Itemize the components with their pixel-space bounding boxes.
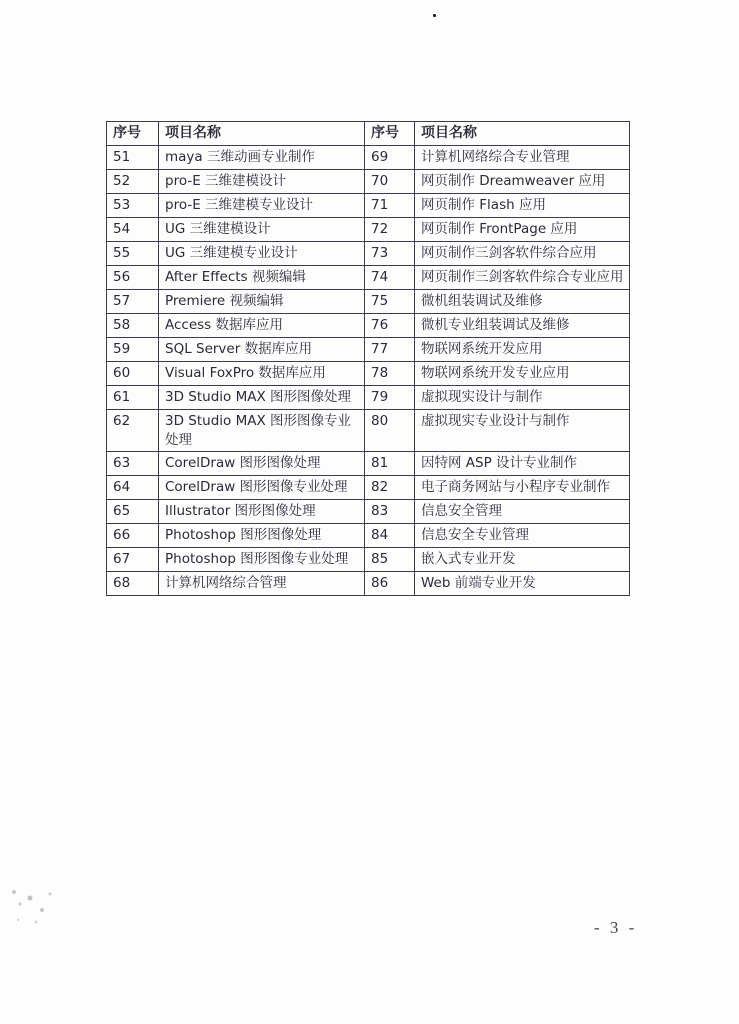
cell-number: 60 (107, 362, 159, 386)
cell-project: 网页制作 FrontPage 应用 (415, 218, 630, 242)
table-row (107, 476, 630, 500)
cell-number: 71 (365, 194, 415, 218)
cell-number: 61 (107, 386, 159, 410)
table-row (107, 242, 630, 266)
table-row (107, 338, 630, 362)
cell-project: 3D Studio MAX 图形图像处理 (159, 386, 365, 410)
cell-project: 物联网系统开发专业应用 (415, 362, 630, 386)
cell-number: 73 (365, 242, 415, 266)
cell-project: 因特网 ASP 设计专业制作 (415, 452, 630, 476)
cell-project: 虚拟现实专业设计与制作 (415, 410, 630, 452)
table-header-row (107, 122, 630, 146)
cell-number: 79 (365, 386, 415, 410)
cell-number: 76 (365, 314, 415, 338)
cell-number: 55 (107, 242, 159, 266)
table-row (107, 194, 630, 218)
table-row (107, 452, 630, 476)
cell-number: 65 (107, 500, 159, 524)
table-row (107, 266, 630, 290)
cell-project: 网页制作三剑客软件综合应用 (415, 242, 630, 266)
table-row (107, 218, 630, 242)
cell-number: 64 (107, 476, 159, 500)
cell-project: Photoshop 图形图像处理 (159, 524, 365, 548)
cell-project: Photoshop 图形图像专业处理 (159, 548, 365, 572)
cell-project: Access 数据库应用 (159, 314, 365, 338)
header-number-right: 序号 (365, 122, 415, 146)
cell-project: UG 三维建模设计 (159, 218, 365, 242)
cell-project: Web 前端专业开发 (415, 572, 630, 596)
cell-project: CorelDraw 图形图像处理 (159, 452, 365, 476)
cell-number: 81 (365, 452, 415, 476)
cell-number: 62 (107, 410, 159, 452)
cell-project: UG 三维建模专业设计 (159, 242, 365, 266)
cell-project: Illustrator 图形图像处理 (159, 500, 365, 524)
cell-number: 86 (365, 572, 415, 596)
cell-number: 68 (107, 572, 159, 596)
cell-number: 82 (365, 476, 415, 500)
cell-project: 网页制作三剑客软件综合专业应用 (415, 266, 630, 290)
cell-project: pro-E 三维建模设计 (159, 170, 365, 194)
cell-project: 3D Studio MAX 图形图像专业处理 (159, 410, 365, 452)
cell-number: 83 (365, 500, 415, 524)
page-number: - 3 - (594, 918, 638, 937)
table-row (107, 290, 630, 314)
table-row (107, 572, 630, 596)
cell-project: SQL Server 数据库应用 (159, 338, 365, 362)
cell-number: 84 (365, 524, 415, 548)
table-row (107, 548, 630, 572)
table-row (107, 362, 630, 386)
cell-project: 计算机网络综合专业管理 (415, 146, 630, 170)
cell-project: pro-E 三维建模专业设计 (159, 194, 365, 218)
table-row (107, 500, 630, 524)
cell-number: 54 (107, 218, 159, 242)
cell-project: 微机专业组装调试及维修 (415, 314, 630, 338)
cell-project: 嵌入式专业开发 (415, 548, 630, 572)
cell-project: 信息安全专业管理 (415, 524, 630, 548)
cell-project: 微机组装调试及维修 (415, 290, 630, 314)
table-row (107, 314, 630, 338)
table-row (107, 170, 630, 194)
cell-project: 计算机网络综合管理 (159, 572, 365, 596)
table-row (107, 146, 630, 170)
cell-project: CorelDraw 图形图像专业处理 (159, 476, 365, 500)
table-row (107, 524, 630, 548)
cell-project: 虚拟现实设计与制作 (415, 386, 630, 410)
cell-number: 69 (365, 146, 415, 170)
cell-number: 59 (107, 338, 159, 362)
header-number-left: 序号 (107, 122, 159, 146)
scan-smudge (6, 882, 58, 930)
cell-number: 53 (107, 194, 159, 218)
cell-project: After Effects 视频编辑 (159, 266, 365, 290)
cell-number: 85 (365, 548, 415, 572)
cell-number: 58 (107, 314, 159, 338)
cell-project: 物联网系统开发应用 (415, 338, 630, 362)
cell-number: 70 (365, 170, 415, 194)
cell-number: 57 (107, 290, 159, 314)
table-row (107, 386, 630, 410)
cell-project: 信息安全管理 (415, 500, 630, 524)
cell-project: 网页制作 Flash 应用 (415, 194, 630, 218)
cell-project: Visual FoxPro 数据库应用 (159, 362, 365, 386)
cell-project: maya 三维动画专业制作 (159, 146, 365, 170)
cell-number: 52 (107, 170, 159, 194)
header-name-left: 项目名称 (159, 122, 365, 146)
cell-number: 75 (365, 290, 415, 314)
cell-number: 56 (107, 266, 159, 290)
cell-project: 电子商务网站与小程序专业制作 (415, 476, 630, 500)
header-name-right: 项目名称 (415, 122, 630, 146)
scan-speck (433, 14, 436, 17)
cell-number: 80 (365, 410, 415, 452)
cell-number: 63 (107, 452, 159, 476)
cell-project: 网页制作 Dreamweaver 应用 (415, 170, 630, 194)
cell-number: 77 (365, 338, 415, 362)
cell-number: 74 (365, 266, 415, 290)
cell-number: 72 (365, 218, 415, 242)
cell-number: 67 (107, 548, 159, 572)
cell-number: 78 (365, 362, 415, 386)
cell-project: Premiere 视频编辑 (159, 290, 365, 314)
cell-number: 51 (107, 146, 159, 170)
table-row (107, 410, 630, 452)
cell-number: 66 (107, 524, 159, 548)
project-table (106, 121, 630, 596)
